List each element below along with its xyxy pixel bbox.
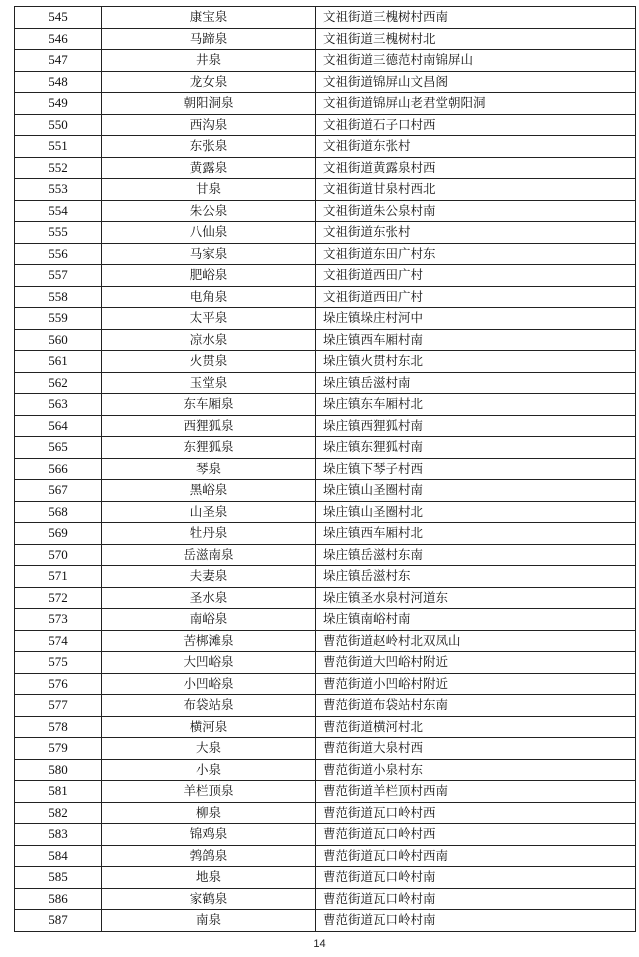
- row-number-cell: 557: [15, 265, 102, 287]
- location-cell: 垛庄镇山圣圈村南: [316, 480, 636, 502]
- location-cell: 文祖街道朱公泉村南: [316, 200, 636, 222]
- table-row: [15, 415, 636, 437]
- spring-name-cell: 东车厢泉: [102, 394, 316, 416]
- table-row: [15, 71, 636, 93]
- spring-name-cell: 朝阳洞泉: [102, 93, 316, 115]
- springs-table: [14, 6, 636, 932]
- table-row: [15, 587, 636, 609]
- spring-name-cell: 黑峪泉: [102, 480, 316, 502]
- spring-name-cell: 地泉: [102, 867, 316, 889]
- location-cell: 曹范街道瓦口岭村南: [316, 867, 636, 889]
- location-cell: 文祖街道三槐树村西南: [316, 7, 636, 29]
- location-cell: 垛庄镇山圣圈村北: [316, 501, 636, 523]
- location-cell: 曹范街道羊栏顶村西南: [316, 781, 636, 803]
- spring-name-cell: 东狸狐泉: [102, 437, 316, 459]
- location-cell: 垛庄镇火贯村东北: [316, 351, 636, 373]
- spring-name-cell: 苦梆滩泉: [102, 630, 316, 652]
- spring-name-cell: 朱公泉: [102, 200, 316, 222]
- table-row: [15, 308, 636, 330]
- row-number-cell: 545: [15, 7, 102, 29]
- row-number-cell: 580: [15, 759, 102, 781]
- row-number-cell: 547: [15, 50, 102, 72]
- row-number-cell: 561: [15, 351, 102, 373]
- location-cell: 曹范街道瓦口岭村南: [316, 910, 636, 932]
- location-cell: 曹范街道赵岭村北双凤山: [316, 630, 636, 652]
- location-cell: 垛庄镇西车厢村南: [316, 329, 636, 351]
- location-cell: 垛庄镇岳滋村东南: [316, 544, 636, 566]
- table-row: [15, 630, 636, 652]
- spring-name-cell: 羊栏顶泉: [102, 781, 316, 803]
- spring-name-cell: 西沟泉: [102, 114, 316, 136]
- table-row: [15, 222, 636, 244]
- location-cell: 文祖街道石子口村西: [316, 114, 636, 136]
- table-row: [15, 50, 636, 72]
- spring-name-cell: 凉水泉: [102, 329, 316, 351]
- spring-name-cell: 黄露泉: [102, 157, 316, 179]
- spring-name-cell: 康宝泉: [102, 7, 316, 29]
- table-row: [15, 824, 636, 846]
- spring-name-cell: 锦鸡泉: [102, 824, 316, 846]
- spring-name-cell: 家鹤泉: [102, 888, 316, 910]
- spring-name-cell: 鹁鸽泉: [102, 845, 316, 867]
- row-number-cell: 572: [15, 587, 102, 609]
- springs-table-body: [15, 7, 636, 932]
- table-row: [15, 716, 636, 738]
- row-number-cell: 565: [15, 437, 102, 459]
- location-cell: 垛庄镇垛庄村河中: [316, 308, 636, 330]
- table-row: [15, 351, 636, 373]
- spring-name-cell: 南峪泉: [102, 609, 316, 631]
- row-number-cell: 552: [15, 157, 102, 179]
- location-cell: 垛庄镇圣水泉村河道东: [316, 587, 636, 609]
- table-row: [15, 673, 636, 695]
- table-row: [15, 179, 636, 201]
- row-number-cell: 564: [15, 415, 102, 437]
- spring-name-cell: 甘泉: [102, 179, 316, 201]
- table-row: [15, 157, 636, 179]
- location-cell: 垛庄镇西车厢村北: [316, 523, 636, 545]
- row-number-cell: 575: [15, 652, 102, 674]
- row-number-cell: 546: [15, 28, 102, 50]
- table-row: [15, 523, 636, 545]
- location-cell: 曹范街道布袋站村东南: [316, 695, 636, 717]
- table-row: [15, 136, 636, 158]
- row-number-cell: 555: [15, 222, 102, 244]
- table-row: [15, 802, 636, 824]
- page-number: 14: [313, 938, 326, 950]
- location-cell: 垛庄镇东狸狐村南: [316, 437, 636, 459]
- spring-name-cell: 南泉: [102, 910, 316, 932]
- location-cell: 文祖街道甘泉村西北: [316, 179, 636, 201]
- row-number-cell: 553: [15, 179, 102, 201]
- spring-name-cell: 井泉: [102, 50, 316, 72]
- table-row: [15, 114, 636, 136]
- row-number-cell: 563: [15, 394, 102, 416]
- spring-name-cell: 琴泉: [102, 458, 316, 480]
- spring-name-cell: 小凹峪泉: [102, 673, 316, 695]
- row-number-cell: 556: [15, 243, 102, 265]
- row-number-cell: 587: [15, 910, 102, 932]
- location-cell: 垛庄镇岳滋村南: [316, 372, 636, 394]
- spring-name-cell: 小泉: [102, 759, 316, 781]
- spring-name-cell: 东张泉: [102, 136, 316, 158]
- row-number-cell: 581: [15, 781, 102, 803]
- row-number-cell: 586: [15, 888, 102, 910]
- spring-name-cell: 横河泉: [102, 716, 316, 738]
- row-number-cell: 560: [15, 329, 102, 351]
- spring-name-cell: 八仙泉: [102, 222, 316, 244]
- table-row: [15, 372, 636, 394]
- row-number-cell: 571: [15, 566, 102, 588]
- location-cell: 垛庄镇东车厢村北: [316, 394, 636, 416]
- row-number-cell: 570: [15, 544, 102, 566]
- spring-name-cell: 马蹄泉: [102, 28, 316, 50]
- location-cell: 曹范街道瓦口岭村西: [316, 824, 636, 846]
- spring-name-cell: 火贯泉: [102, 351, 316, 373]
- table-row: [15, 265, 636, 287]
- row-number-cell: 582: [15, 802, 102, 824]
- row-number-cell: 549: [15, 93, 102, 115]
- table-row: [15, 501, 636, 523]
- spring-name-cell: 山圣泉: [102, 501, 316, 523]
- spring-name-cell: 牡丹泉: [102, 523, 316, 545]
- location-cell: 曹范街道大凹峪村附近: [316, 652, 636, 674]
- row-number-cell: 554: [15, 200, 102, 222]
- table-row: [15, 652, 636, 674]
- row-number-cell: 576: [15, 673, 102, 695]
- row-number-cell: 550: [15, 114, 102, 136]
- table-row: [15, 286, 636, 308]
- row-number-cell: 559: [15, 308, 102, 330]
- spring-name-cell: 大凹峪泉: [102, 652, 316, 674]
- location-cell: 垛庄镇南峪村南: [316, 609, 636, 631]
- spring-name-cell: 西狸狐泉: [102, 415, 316, 437]
- table-row: [15, 437, 636, 459]
- table-row: [15, 458, 636, 480]
- row-number-cell: 551: [15, 136, 102, 158]
- location-cell: 文祖街道三槐树村北: [316, 28, 636, 50]
- row-number-cell: 567: [15, 480, 102, 502]
- table-row: [15, 28, 636, 50]
- table-row: [15, 480, 636, 502]
- spring-name-cell: 太平泉: [102, 308, 316, 330]
- table-row: [15, 200, 636, 222]
- table-row: [15, 845, 636, 867]
- spring-name-cell: 电角泉: [102, 286, 316, 308]
- table-row: [15, 566, 636, 588]
- spring-name-cell: 夫妻泉: [102, 566, 316, 588]
- row-number-cell: 574: [15, 630, 102, 652]
- spring-name-cell: 布袋站泉: [102, 695, 316, 717]
- location-cell: 文祖街道锦屏山老君堂朝阳洞: [316, 93, 636, 115]
- table-row: [15, 329, 636, 351]
- spring-name-cell: 圣水泉: [102, 587, 316, 609]
- spring-name-cell: 大泉: [102, 738, 316, 760]
- location-cell: 曹范街道大泉村西: [316, 738, 636, 760]
- row-number-cell: 562: [15, 372, 102, 394]
- location-cell: 文祖街道锦屏山文昌阁: [316, 71, 636, 93]
- location-cell: 曹范街道瓦口岭村西南: [316, 845, 636, 867]
- location-cell: 垛庄镇岳滋村东: [316, 566, 636, 588]
- location-cell: 文祖街道西田广村: [316, 286, 636, 308]
- location-cell: 曹范街道瓦口岭村西: [316, 802, 636, 824]
- row-number-cell: 584: [15, 845, 102, 867]
- location-cell: 曹范街道小泉村东: [316, 759, 636, 781]
- table-row: [15, 759, 636, 781]
- row-number-cell: 568: [15, 501, 102, 523]
- row-number-cell: 569: [15, 523, 102, 545]
- location-cell: 文祖街道西田广村: [316, 265, 636, 287]
- table-row: [15, 243, 636, 265]
- table-row: [15, 910, 636, 932]
- row-number-cell: 577: [15, 695, 102, 717]
- spring-name-cell: 肥峪泉: [102, 265, 316, 287]
- location-cell: 垛庄镇下琴子村西: [316, 458, 636, 480]
- row-number-cell: 585: [15, 867, 102, 889]
- spring-name-cell: 马家泉: [102, 243, 316, 265]
- table-row: [15, 695, 636, 717]
- location-cell: 文祖街道东田广村东: [316, 243, 636, 265]
- row-number-cell: 573: [15, 609, 102, 631]
- table-row: [15, 738, 636, 760]
- location-cell: 曹范街道瓦口岭村南: [316, 888, 636, 910]
- location-cell: 文祖街道东张村: [316, 222, 636, 244]
- row-number-cell: 579: [15, 738, 102, 760]
- row-number-cell: 583: [15, 824, 102, 846]
- row-number-cell: 578: [15, 716, 102, 738]
- location-cell: 文祖街道三德范村南锦屏山: [316, 50, 636, 72]
- table-row: [15, 93, 636, 115]
- location-cell: 曹范街道小凹峪村附近: [316, 673, 636, 695]
- table-row: [15, 544, 636, 566]
- row-number-cell: 566: [15, 458, 102, 480]
- location-cell: 文祖街道黄露泉村西: [316, 157, 636, 179]
- table-row: [15, 867, 636, 889]
- table-row: [15, 394, 636, 416]
- spring-name-cell: 龙女泉: [102, 71, 316, 93]
- row-number-cell: 558: [15, 286, 102, 308]
- table-row: [15, 888, 636, 910]
- table-row: [15, 609, 636, 631]
- table-row: [15, 7, 636, 29]
- row-number-cell: 548: [15, 71, 102, 93]
- location-cell: 文祖街道东张村: [316, 136, 636, 158]
- table-row: [15, 781, 636, 803]
- location-cell: 曹范街道横河村北: [316, 716, 636, 738]
- spring-name-cell: 玉堂泉: [102, 372, 316, 394]
- spring-name-cell: 柳泉: [102, 802, 316, 824]
- location-cell: 垛庄镇西狸狐村南: [316, 415, 636, 437]
- spring-name-cell: 岳滋南泉: [102, 544, 316, 566]
